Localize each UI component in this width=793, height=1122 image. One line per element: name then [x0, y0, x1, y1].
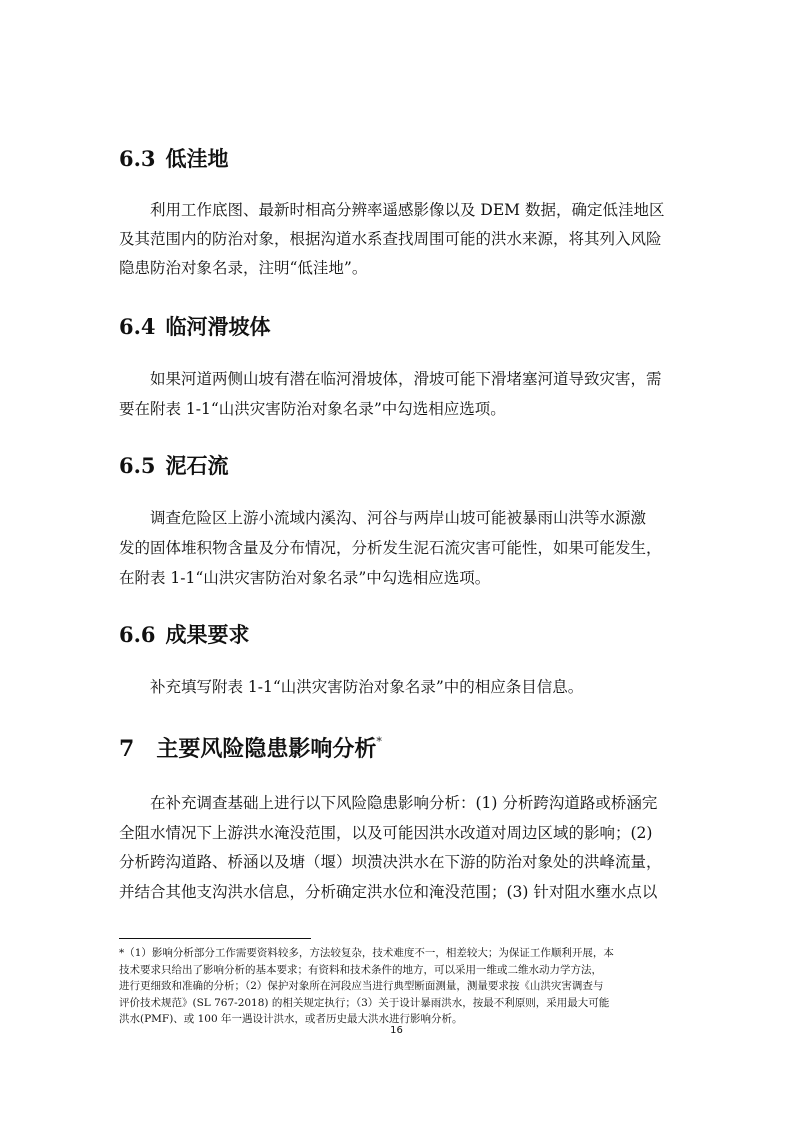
paragraph-line: 在补充调查基础上进行以下风险隐患影响分析：(1) 分析跨沟道路或桥涵完: [150, 794, 658, 812]
section-heading-6-3: [119, 148, 229, 169]
paragraph-line: 在附表 1-1“山洪灾害防治对象名录”中勾选相应选项。: [119, 569, 491, 587]
chapter-title: 主要风险隐患影响分析: [156, 736, 377, 762]
section-number: 6.3: [119, 146, 156, 171]
paragraph-7: [119, 789, 679, 907]
paragraph-line: 如果河道两侧山坡有潜在临河滑坡体，滑坡可能下滑堵塞河道导致灾害，需: [150, 370, 662, 388]
paragraph-6-4: [119, 364, 679, 424]
paragraph-line: 及其范围内的防治对象，根据沟道水系查找周围可能的洪水来源，将其列入风险: [119, 230, 662, 248]
page-number: 16: [390, 1025, 403, 1036]
section-title: 成果要求: [165, 622, 250, 647]
chapter-number: 7: [119, 736, 135, 762]
paragraph-line: 调查危险区上游小流域内溪沟、河谷与两岸山坡可能被暴雨山洪等水源激: [150, 509, 647, 527]
chapter-heading-7: [119, 735, 382, 762]
paragraph-line: 发的固体堆积物含量及分布情况，分析发生泥石流灾害可能性，如果可能发生，: [119, 539, 662, 557]
footnote-marker: *: [376, 735, 382, 748]
footnote-line: *（1）影响分析部分工作需要资料较多，方法较复杂，技术难度不一，相差较大；为保证工作顺利开展，本: [119, 947, 614, 959]
paragraph-6-5: [119, 503, 679, 593]
paragraph-line: 要在附表 1-1“山洪灾害防治对象名录”中勾选相应选项。: [119, 400, 506, 418]
footnote-line: 进行更细致和准确的分析；（2）保护对象所在河段应当进行典型断面测量，测量要求按《山洪灾害调查与: [119, 980, 604, 992]
paragraph-line: 隐患防治对象名录，注明“低洼地”。: [119, 259, 368, 277]
footnote-line: 技术要求只给出了影响分析的基本要求；有资料和技术条件的地方，可以采用一维或二维水动力学方法，: [119, 963, 602, 976]
footnote-line: 洪水(PMF)、或 100 年一遇设计洪水，或者历史最大洪水进行影响分析。: [119, 1013, 463, 1025]
section-number: 6.5: [119, 453, 156, 478]
footnote-divider: [119, 938, 311, 939]
section-number: 6.4: [119, 314, 156, 339]
paragraph-line: 补充填写附表 1-1“山洪灾害防治对象名录”中的相应条目信息。: [150, 678, 584, 696]
section-title: 临河滑坡体: [165, 314, 271, 339]
section-title: 低洼地: [165, 146, 229, 171]
paragraph-line: 并结合其他支沟洪水信息，分析确定洪水位和淹没范围；(3) 针对阻水壅水点以: [119, 882, 658, 901]
section-heading-6-6: [119, 624, 250, 645]
section-number: 6.6: [119, 622, 156, 647]
paragraph-line: 全阻水情况下上游洪水淹没范围，以及可能因洪水改道对周边区域的影响；(2): [119, 823, 653, 842]
paragraph-6-6: [119, 672, 679, 702]
paragraph-line: 利用工作底图、最新时相高分辨率遥感影像以及 DEM 数据，确定低洼地区: [150, 201, 665, 219]
footnote-line: 评价技术规范》(SL 767-2018) 的相关规定执行；（3）关于设计暴雨洪水，按最不利原则，采用最大可能: [119, 996, 610, 1009]
footnote: [119, 945, 679, 1028]
paragraph-6-3: [119, 196, 679, 283]
paragraph-line: 分析跨沟道路、桥涵以及塘（堰）坝溃决洪水在下游的防治对象处的洪峰流量，: [119, 853, 662, 871]
section-heading-6-5: [119, 455, 229, 476]
section-title: 泥石流: [165, 453, 229, 478]
section-heading-6-4: [119, 316, 271, 337]
